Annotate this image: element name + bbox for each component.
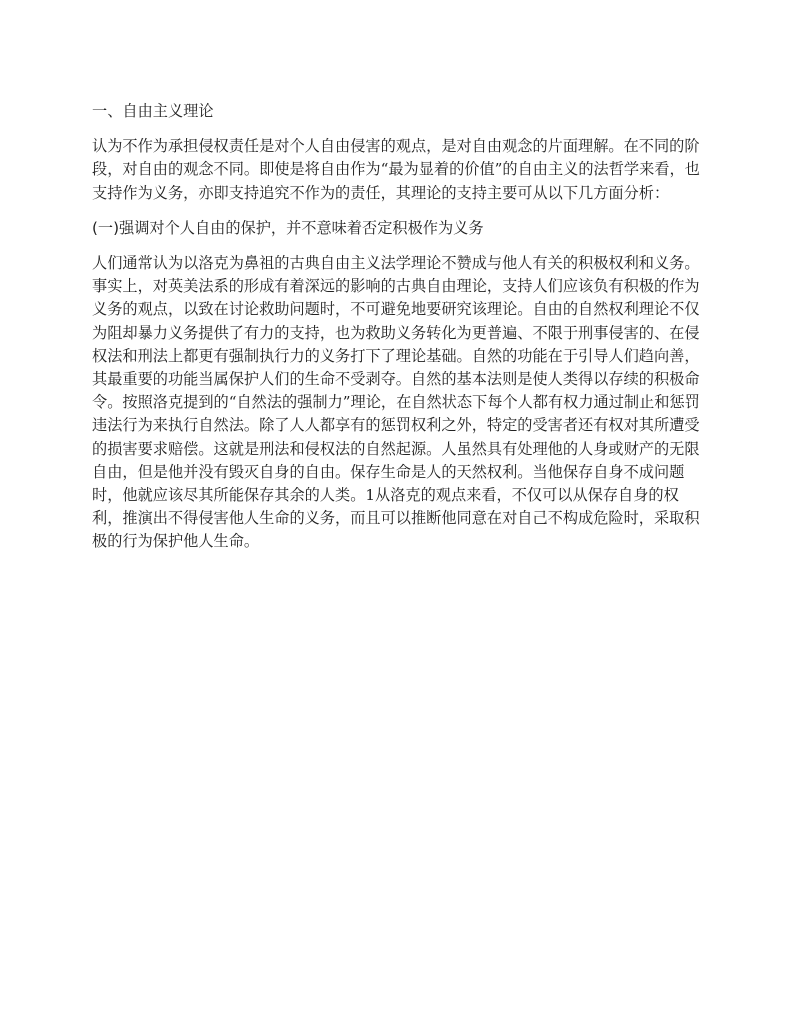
section-heading: 一、自由主义理论 bbox=[92, 102, 214, 120]
document-body bbox=[92, 100, 708, 566]
paragraph-locke: 人们通常认为以洛克为鼻祖的古典自由主义法学理论不赞成与他人有关的积极权利和义务。事实上，对英美法系的形成有着深远的影响的古典自由理论，支持人们应该负有积极的作为义务的观点，以致在讨论救助问题时，不可避免地要研究该理论。自由的自然权利理论不仅为阻却暴力义务提供了有力的支持，也为救助义务转化为更普遍、不限于刑事侵害的、在侵权法和刑法上都更有强制执行力的义务打下了理论基础。自然的功能在于引导人们趋向善，其最重要的功能当属保护人们的生命不受剥夺。自然的基本法则是使人类得以存续的积极命令。按照洛克提到的“自然法的强制力”理论，在自然状态下每个人都有权力通过制止和惩罚违法行为来执行自然法。除了人人都享有的惩罚权利之外，特定的受害者还有权对其所遭受的损害要求赔偿。这就是刑法和侵权法的自然起源。人虽然具有处理他的人身或财产的无限自由，但是他并没有毁灭自身的自由。保存生命是人的天然权利。当他保存自身不成问题时，他就应该尽其所能保存其余的人类。1从洛克的观点来看，不仅可以从保存自身的权利，推演出不得侵害他人生命的义务，而且可以推断他同意在对自己不构成危险时，采取积极的行为保护他人生命。 bbox=[92, 254, 700, 551]
paragraph-intro: 认为不作为承担侵权责任是对个人自由侵害的观点，是对自由观念的片面理解。在不同的阶段，对自由的观念不同。即使是将自由作为“最为显着的价值”的自由主义的法哲学来看，也支持作为义务，亦即支持追究不作为的责任，其理论的支持主要可从以下几方面分析： bbox=[92, 137, 700, 202]
subsection-heading: (一)强调对个人自由的保护，并不意味着否定积极作为义务 bbox=[92, 218, 484, 237]
